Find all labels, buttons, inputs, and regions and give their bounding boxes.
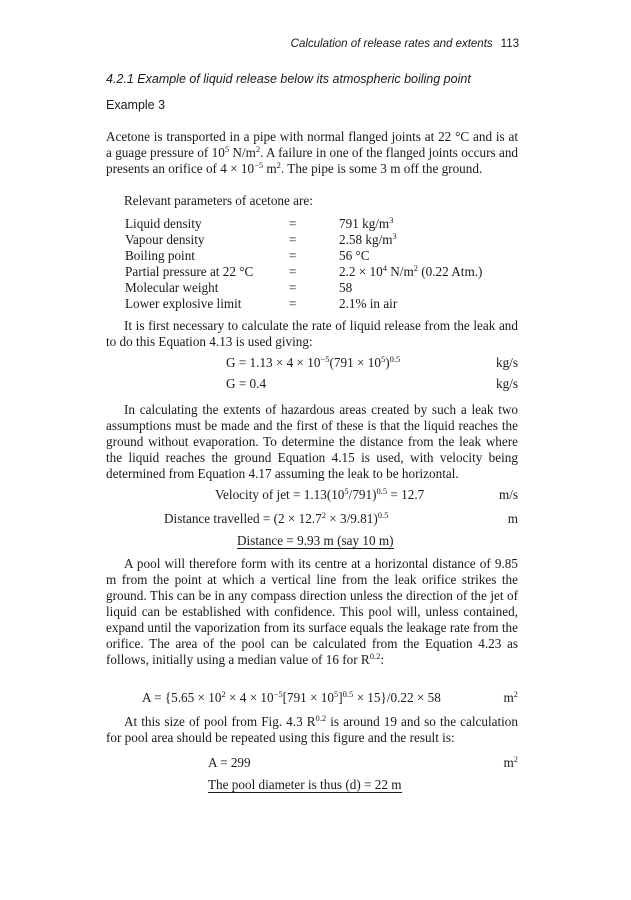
section-title: 4.2.1 Example of liquid release below its atmospheric boiling point [106,72,471,86]
parameter-value: 58 [339,280,353,295]
parameter-value: 56 °C [339,248,370,263]
parameter-row [125,264,482,280]
pool-paragraph: A pool will therefore form with its centre at a horizontal distance of 9.85 m from the point at which a vertical line from the leak orifice strikes the ground. This can be in any compass direction unless the direction of the jet of liquid can be established with confidence. This pool will, unless contained, expand until the vaporization from its surface equals the leakage rate from the orifice. The area of the pool can be calculated from the Equation 4.23 as follows, initially using a median value of 16 for $R^{0.2}$: [106,556,518,667]
parameter-value: 2.1% in air [339,296,398,311]
equation-g-result: G = 0.4 [226,376,267,391]
equation-velocity: Velocity of jet = $1.13(10^5/791)^{0.5} = 12.7$ [215,486,425,502]
parameter-equals: = [289,280,297,295]
example-label: Example 3 [106,98,166,112]
parameter-row [125,280,482,296]
equation-velocity-unit: m/s [498,487,518,502]
running-title: Calculation of release rates and extents [290,38,493,50]
equation-pool-area-result: A = 299 [208,755,251,770]
parameter-row [125,232,482,248]
equation-pool-area-result-unit: $m^2$ [503,754,518,770]
equation-pool-area: $A = \{5.65 \times 10^2 \times 4 \times 10^{-5}[791 \times 10^5]^{0.5} \times 15\}/0.22 \times 58$ [142,689,441,705]
parameter-name: Vapour density [125,232,205,247]
parameter-value: 2.58 $kg/m^3$ [339,231,397,247]
parameter-name: Boiling point [125,248,195,263]
equation-g-unit: kg/s [496,355,518,370]
repeat-paragraph: At this size of pool from Fig. 4.3 $R^{0.2}$ is around 19 and so the calculation for pool area should be repeated using this figure and the result is: [106,713,518,745]
equation-distance: Distance travelled = $(2 \times 12.7^2 \times 3/9.81)^{0.5}$ [164,510,389,526]
page-number: 113 [500,38,519,50]
parameter-equals: = [289,264,297,279]
equation-pool-area-unit: $m^2$ [503,689,518,705]
equation-distance-result: Distance = 9.93 m (say 10 m) [237,533,394,548]
parameter-name: Partial pressure at 22 °C [125,264,254,279]
parameter-equals: = [289,216,297,231]
parameter-row [125,248,482,264]
parameter-equals: = [289,232,297,247]
parameters-table [125,216,482,312]
parameter-equals: = [289,248,297,263]
parameter-name: Lower explosive limit [125,296,242,311]
intro-paragraph: Acetone is transported in a pipe with normal flanged joints at 22 °C and is at a guage pressure of $10^5$ $N/m^2$. A failure in one of the flanged joints occurs and presents an orifice of $4 \times 10^{-5}$ $m^2$. The pipe is some 3 m off the ground. [106,129,519,176]
release-rate-paragraph: It is first necessary to calculate the rate of liquid release from the leak and to do this Equation 4.13 is used giving: [106,318,518,349]
parameter-value: 791 $kg/m^3$ [339,215,394,231]
parameter-row [125,216,482,232]
equation-g-result-unit: kg/s [496,376,518,391]
hazard-extent-paragraph: In calculating the extents of hazardous areas created by such a leak two assumptions must be made and the first of these is that the liquid reaches the ground without evaporation. To determine the distance from the leak where the liquid reaches the ground Equation 4.15 is used, with velocity being determined from Equation 4.17 assuming the leak to be horizontal. [106,402,518,481]
parameter-row [125,296,482,312]
parameter-equals: = [289,296,297,311]
parameter-value: $2.2 \times 10^4$ $N/m^2$ (0.22 Atm.) [339,263,483,279]
equation-g-release: $G = 1.13 \times 4 \times 10^{-5}(791 \times 10^5)^{0.5}$ [226,354,401,370]
running-header [291,38,519,50]
equation-distance-unit: m [507,511,518,526]
parameter-name: Liquid density [125,216,202,231]
params-intro: Relevant parameters of acetone are: [124,193,313,208]
parameter-name: Molecular weight [125,280,219,295]
equation-pool-diameter: The pool diameter is thus (d) = 22 m [208,777,402,792]
